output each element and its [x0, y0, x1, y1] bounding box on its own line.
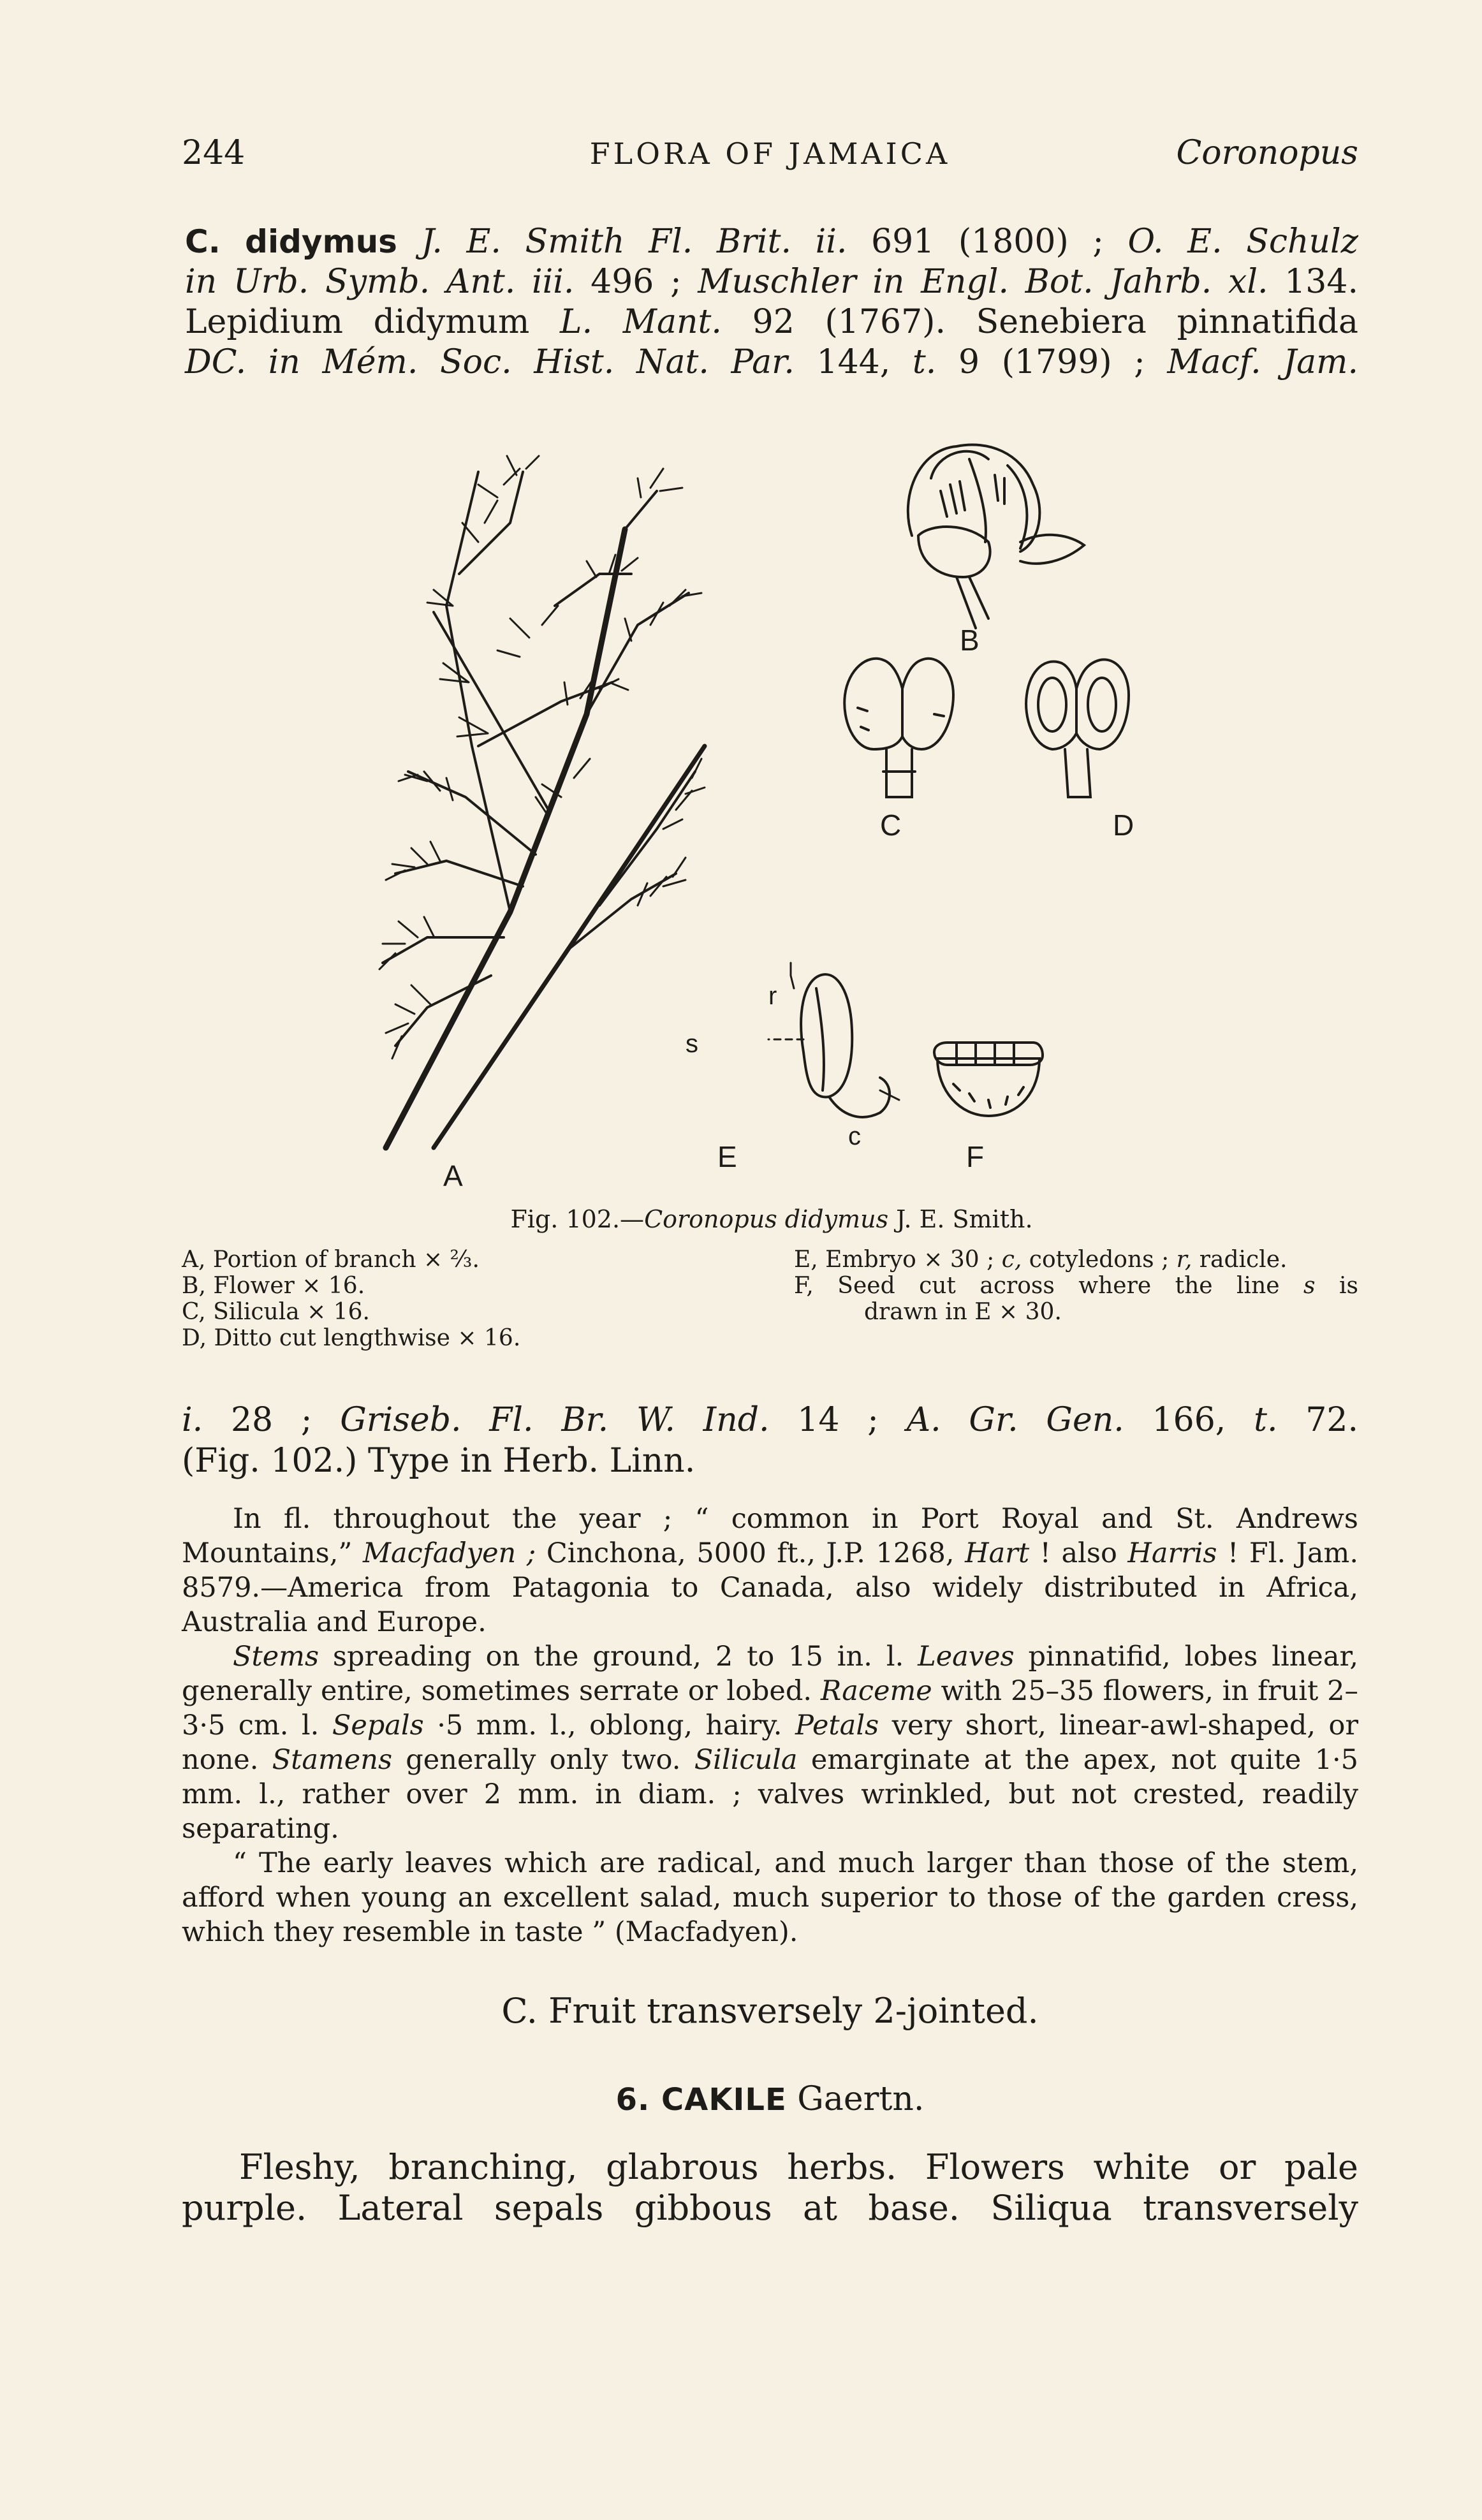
embryo-drawing — [768, 963, 899, 1117]
figure-illustration — [357, 414, 1199, 1199]
synonymy-continuation: i. 28 ; Griseb. Fl. Br. W. Ind. 14 ; A. Gr. Gen. 166, t. 72. (Fig. 102.) Type in Herb. Linn. — [182, 1401, 1359, 1480]
quotation-paragraph: “ The early leaves which are radical, and much larger than those of the stem, afford when young an excellent salad, much superior to those of the garden cress, which they resemble in taste ” (Macfadyen). — [182, 1847, 1358, 1948]
page-number: 244 — [182, 134, 246, 172]
botanical-figure — [357, 414, 1199, 1199]
silicula-drawing — [844, 659, 953, 797]
legend-item: C, Silicula × 16. — [182, 1299, 370, 1325]
figure-label-section-line: s — [686, 1030, 698, 1058]
figure-caption-species: Coronopus didymus — [644, 1205, 889, 1233]
legend-item: F, Seed cut across where the line s is — [794, 1273, 1358, 1299]
figure-label-a: A — [443, 1159, 463, 1192]
synonymy-line-4: DC. in Mém. Soc. Hist. Nat. Par. 144, t. 9 (1799) ; Macf. Jam. — [185, 343, 1358, 381]
genus-description: Fleshy, branching, glabrous herbs. Flowers white or pale purple. Lateral sepals gibbous at base. Siliqua transversely — [182, 2147, 1358, 2228]
synonymy-line-1: C. didymus J. E. Smith Fl. Brit. ii. 691 (1800) ; O. E. Schulz — [185, 223, 1359, 261]
running-header — [182, 134, 1358, 179]
genus-heading: 6. CAKILE Gaertn. — [615, 2080, 925, 2118]
figure-label-cotyledons: c — [848, 1122, 861, 1150]
species-synonymy — [185, 222, 1358, 383]
silicula-section-drawing — [1026, 659, 1129, 797]
running-genus: Coronopus — [1176, 134, 1358, 172]
figure-label-c: C — [880, 809, 902, 842]
species-description — [182, 1502, 1358, 1949]
figure-legend-right — [794, 1247, 1358, 1325]
flower-drawing — [908, 445, 1084, 629]
figure-label-e: E — [717, 1140, 737, 1173]
genus-author: Gaertn. — [786, 2080, 925, 2118]
figure-label-b: B — [960, 624, 979, 657]
species-name: C. didymus — [185, 223, 397, 260]
legend-item: A, Portion of branch × ⅔. — [182, 1247, 480, 1273]
legend-item: B, Flower × 16. — [182, 1273, 365, 1299]
synonymy-line-3: Lepidium didymum L. Mant. 92 (1767). Senebiera pinnatifida — [185, 303, 1358, 341]
figure-label-d: D — [1113, 809, 1134, 842]
running-title: FLORA OF JAMAICA — [589, 136, 951, 171]
genus-name: CAKILE — [661, 2082, 787, 2118]
legend-item-continuation: drawn in E × 30. — [864, 1299, 1062, 1325]
synonymy-line-2: in Urb. Symb. Ant. iii. 496 ; Muschler in Engl. Bot. Jahrb. xl. 134. — [185, 263, 1358, 301]
legend-item: E, Embryo × 30 ; c, cotyledons ; r, radicle. — [794, 1247, 1288, 1273]
figure-label-radicle: r — [768, 982, 777, 1010]
figure-caption-title: Fig. 102.—Coronopus didymus J. E. Smith. — [510, 1205, 1033, 1233]
figure-label-f: F — [966, 1140, 985, 1173]
figure-reference: (Fig. 102.) Type in Herb. Linn. — [182, 1442, 696, 1480]
seed-section-drawing — [934, 1043, 1043, 1116]
key-lead: C. Fruit transversely 2-jointed. — [501, 1991, 1039, 2031]
legend-item: D, Ditto cut lengthwise × 16. — [182, 1325, 521, 1351]
distribution-paragraph: In fl. throughout the year ; “ common in Port Royal and St. Andrews Mountains,” Macfadyen ; Cinchona, 5000 ft., J.P. 1268, Hart ! also Harris ! Fl. Jam. 8579.—America from Patagonia to Canada, also widely distributed in Africa, Australia and Europe. — [182, 1503, 1359, 1638]
morphology-paragraph: Stems spreading on the ground, 2 to 15 in. l. Leaves pinnatifid, lobes linear, generally entire, sometimes serrate or lobed. Raceme with 25–35 flowers, in fruit 2–3·5 cm. l. Sepals ·5 mm. l., oblong, hairy. Petals very short, linear-awl-shaped, or none. Stamens generally only two. Silicula emarginate at the apex, not quite 1·5 mm. l., rather over 2 mm. in diam. ; valves wrinkled, but not crested, readily separating. — [182, 1641, 1358, 1845]
figure-legend-left — [182, 1247, 756, 1351]
